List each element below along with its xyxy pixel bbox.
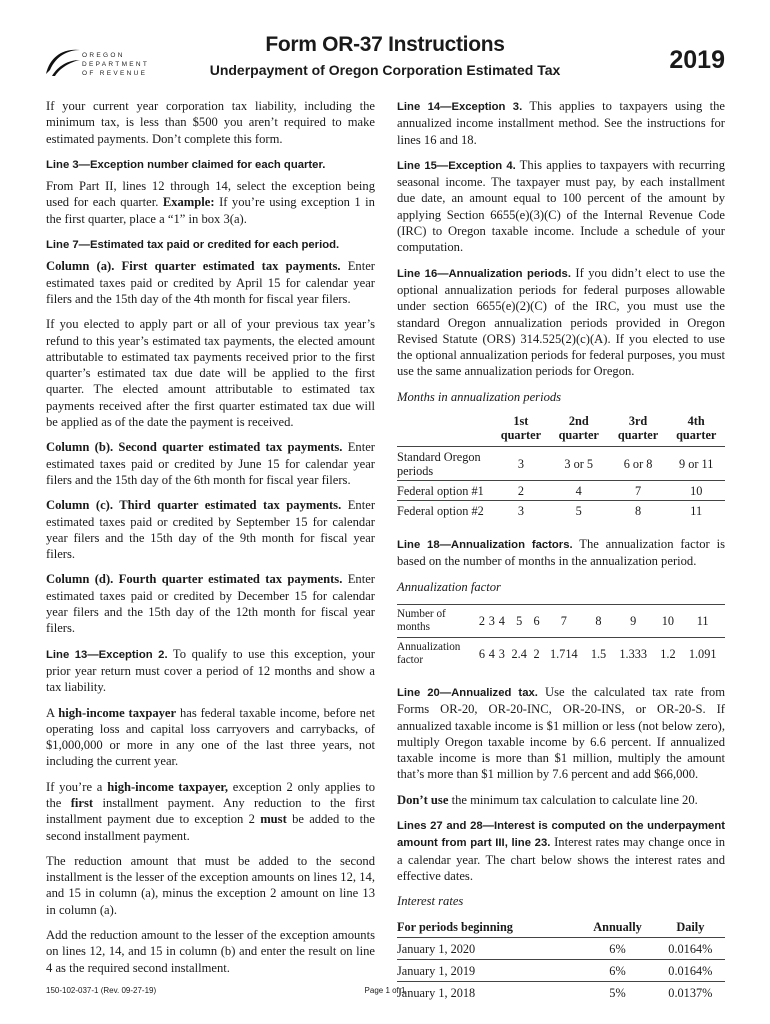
table-cell: January 1, 2018 [397, 982, 579, 1004]
annualization-factor-table [397, 604, 725, 670]
table-cell: January 1, 2019 [397, 960, 579, 982]
column-b-paragraph [46, 439, 375, 488]
table-cell: 2 [532, 637, 542, 670]
row-label: Annualization factor [397, 637, 477, 670]
rates-header-daily: Daily [656, 919, 725, 938]
left-column [46, 98, 375, 985]
row-label: Standard Oregon periods [397, 450, 481, 479]
table-cell: 6 [532, 604, 542, 637]
reduction-paragraph: The reduction amount that must be added to the second installment is the lesser of the exception amounts on lines 12, 14, and 15 in column (a), minus the exception 2 amount on line 13 in column (a). [46, 853, 375, 917]
line18-text: The annualization factor is based on the number of months in the annualization period. [397, 537, 725, 569]
hi2-text-d: be added to the second installment payment. [46, 812, 376, 843]
table-cell: 7 [609, 481, 668, 501]
hi2-term: high-income taxpayer, [107, 779, 228, 794]
column-b-heading: Column (b). Second quarter estimated tax payments. [46, 440, 343, 455]
column-c-heading: Column (c). Third quarter estimated tax payments. [46, 498, 342, 513]
dont-use-paragraph [397, 792, 725, 808]
table-cell: 11 [680, 604, 725, 637]
table-cell: 3 [487, 604, 497, 637]
table-cell: 5 [549, 501, 609, 521]
column-a-text: Enter estimated taxes paid or credited by April 15 for calendar year filers and the 15th day of the 4th month for fiscal year filers. [46, 259, 375, 306]
line20-text: Use the calculated tax rate from Forms OR-20, OR-20-INC, OR-20-INS, or OR-20-S. If annualized taxable income is $1 million or less (not below zero), multiply Oregon taxable income by 6.6 percent. If annualized taxable income is more than $1 million, multiply the amount that’s more than $1 million by 7.6 percent and add $66,000. [397, 684, 725, 782]
rates-table-header [397, 919, 725, 938]
line27-heading: Lines 27 and 28—Interest is computed on the underpayment amount from part III, line 23. [397, 820, 725, 850]
line20-paragraph [397, 684, 725, 783]
line15-text: This applies to taxpayers with recurring seasonal income. The taxpayer must pay, by each installment due date, an amount equal to 100 percent of the amount by applying Section 6655(e)(3)(C) of the Internal Revenue Code (IRC) to Oregon taxable income. Include a schedule of your computation. [397, 157, 725, 255]
row-label: Federal option #2 [397, 501, 493, 521]
table-cell: January 1, 2020 [397, 937, 579, 959]
right-column [397, 98, 725, 1004]
table-cell: 1.5 [586, 637, 611, 670]
column-d-paragraph [46, 571, 375, 636]
line15-heading: Line 15—Exception 4. [397, 159, 516, 172]
table-row [397, 481, 725, 501]
table-cell: 2.4 [507, 637, 532, 670]
table-row [397, 937, 725, 959]
table-cell: 1.2 [656, 637, 681, 670]
line15-paragraph [397, 157, 725, 256]
logo-text-revenue: OF REVENUE [82, 70, 148, 77]
column-d-text: Enter estimated taxes paid or credited by December 15 for calendar year filers and the 15th day of the 12th month for fiscal year filers. [46, 572, 375, 636]
table-cell: 3 [493, 501, 549, 521]
hi2-text-a: If you’re a [46, 779, 103, 794]
hi2-text-b: exception 2 only applies to the [46, 779, 375, 810]
line20-heading: Line 20—Annualized tax. [397, 686, 538, 699]
line3-text-a: From Part II, lines 12 through 14, select the exception being used for each quarter. [46, 179, 375, 210]
table-row [397, 637, 725, 670]
factor-table-caption: Annualization factor [397, 579, 501, 594]
line18-heading: Line 18—Annualization factors. [397, 539, 573, 552]
months-table-caption: Months in annualization periods [397, 389, 562, 404]
table-cell: 1.333 [611, 637, 656, 670]
months-header-blank [397, 414, 493, 447]
table-cell: 6 [477, 637, 487, 670]
column-d-heading: Column (d). Fourth quarter estimated tax payments. [46, 572, 343, 587]
page-title: Form OR-37 Instructions [265, 33, 505, 56]
line3-text-b: If you’re using exception 1 in the first quarter, place a “1” in box 3(a). [46, 195, 375, 226]
line3-paragraph [46, 178, 375, 227]
table-cell: 4 [487, 637, 497, 670]
row-label: Number of months [397, 604, 477, 637]
line18-paragraph [397, 536, 725, 570]
intro-paragraph: If your current year corporation tax liability, including the minimum tax, is less than $500 you aren’t required to make estimated payments. Don’t complete this form. [46, 99, 375, 146]
table-cell: 2 [477, 604, 487, 637]
table-cell: 1.091 [680, 637, 725, 670]
row-label: Federal option #1 [397, 481, 493, 501]
rates-header-period: For periods beginning [397, 919, 579, 938]
page-subtitle: Underpayment of Oregon Corporation Estimated Tax [209, 62, 561, 78]
hi2-first: first [70, 795, 94, 810]
table-cell: 0.0137% [656, 982, 725, 1004]
line7-heading-text: Line 7—Estimated tax paid or credited for each period. [46, 239, 340, 252]
table-cell: 10 [667, 481, 725, 501]
high-income-exception-paragraph [46, 779, 375, 844]
line16-text: If you didn’t elect to use the optional annualization periods for federal purposes allowable under section 6655(e)(2)(C) of the IRC, you must use the standard Oregon annualization periods provided in Oregon Revised Statute (ORS) 314.525(2)(c)(A). If you elected to use the optional annualization periods for federal purposes, you must use the same annualization periods for Oregon. [397, 265, 725, 379]
months-header-2nd: 2nd quarter [549, 414, 609, 447]
months-header-4th: 4th quarter [667, 414, 725, 447]
add-reduction-paragraph: Add the reduction amount to the lesser of the exception amounts on lines 12, 14, and 15 in column (b) and enter the result on line 4 as the required second installment. [46, 928, 375, 975]
table-cell: 11 [667, 501, 725, 521]
rates-table-caption: Interest rates [397, 894, 464, 909]
table-cell: 6 or 8 [623, 457, 653, 472]
line13-paragraph [46, 646, 375, 696]
table-cell: 8 [586, 604, 611, 637]
table-cell: 6% [579, 937, 655, 959]
line27-paragraph [397, 817, 725, 884]
line16-heading: Line 16—Annualization periods. [397, 267, 571, 280]
high-income-text: has federal taxable income, before net operating loss and capital loss carryovers and carrybacks, of $1,000,000 or more in any one of the last three years, not including the current year. [46, 705, 376, 769]
table-cell: 0.0164% [656, 937, 725, 959]
table-row [397, 447, 725, 481]
months-header-1st: 1st quarter [493, 414, 549, 447]
line27-text: Interest rates may change once in a calendar year. The chart below shows the interest rates and effective dates. [397, 835, 725, 883]
tax-year: 2019 [669, 46, 725, 74]
table-row [397, 501, 725, 521]
line14-heading: Line 14—Exception 3. [397, 101, 523, 113]
column-a-heading: Column (a). First quarter estimated tax payments. [46, 259, 341, 274]
page-number: Page 1 of 1 [364, 986, 406, 995]
table-cell: 5 [507, 604, 532, 637]
high-income-text-a: A [46, 705, 55, 720]
line16-paragraph [397, 265, 725, 380]
table-cell: 2 [493, 481, 549, 501]
line3-heading [46, 156, 375, 173]
table-cell: 9 [611, 604, 656, 637]
column-c-text: Enter estimated taxes paid or credited by September 15 for calendar year filers and the 15th day of the 9th month for fiscal year filers. [46, 498, 376, 562]
high-income-term: high-income taxpayer [58, 705, 177, 720]
months-table-header [397, 414, 725, 447]
prior-refund-paragraph: If you elected to apply part or all of your previous tax year’s refund to this year’s estimated tax payments, the elected amount attributable to estimated tax payments received prior to the first quarter’s estimated tax due date will be applied to the first quarter. The elected amount attributable to estimated tax payments received after the first quarter estimated tax due will be applied as of the date the payment is received. [46, 317, 375, 430]
table-cell: 5% [579, 982, 655, 1004]
line3-heading-text: Line 3—Exception number claimed for each quarter. [46, 158, 326, 171]
line14-text: This applies to taxpayers using the annualized income installment method. See the instructions for lines 16 and 18. [397, 99, 726, 147]
hi2-must: must [260, 812, 287, 827]
dont-use-text: the minimum tax calculation to calculate line 20. [451, 792, 698, 807]
table-cell: 6% [579, 960, 655, 982]
logo-text-department: DEPARTMENT [82, 61, 150, 68]
table-cell: 0.0164% [656, 960, 725, 982]
table-cell: 9 or 11 [679, 457, 714, 472]
table-cell: 3 or 5 [564, 457, 594, 472]
table-row [397, 604, 725, 637]
line14-paragraph [397, 98, 725, 148]
line13-text: To qualify to use this exception, your prior year return must cover a period of 12 months and show a tax liability. [46, 646, 375, 695]
table-cell: 4 [549, 481, 609, 501]
table-cell: 3 [497, 637, 507, 670]
table-cell: 4 [497, 604, 507, 637]
line7-heading [46, 236, 375, 253]
table-cell: 10 [656, 604, 681, 637]
table-cell: 8 [609, 501, 668, 521]
months-table [397, 414, 725, 520]
table-cell: 3 [517, 457, 524, 472]
line3-example-label: Example: [162, 195, 215, 210]
high-income-definition [46, 705, 375, 770]
logo-text-oregon: OREGON [82, 52, 125, 59]
months-header-3rd: 3rd quarter [609, 414, 668, 447]
column-b-text: Enter estimated taxes paid or credited by June 15 for calendar year filers and the 15th day of the 6th month for fiscal year filers. [46, 440, 375, 487]
hi2-text-c: installment payment. Any reduction to the first installment payment due to exception 2 [46, 795, 375, 827]
table-row [397, 960, 725, 982]
table-cell: 7 [541, 604, 586, 637]
column-a-paragraph [46, 258, 375, 307]
line13-heading: Line 13—Exception 2. [46, 648, 168, 661]
column-c-paragraph [46, 497, 375, 562]
dont-use-bold: Don’t use [397, 792, 449, 807]
form-number: 150-102-037-1 (Rev. 09-27-19) [46, 986, 157, 995]
table-cell: 1.714 [541, 637, 586, 670]
rates-header-annually: Annually [579, 919, 655, 938]
